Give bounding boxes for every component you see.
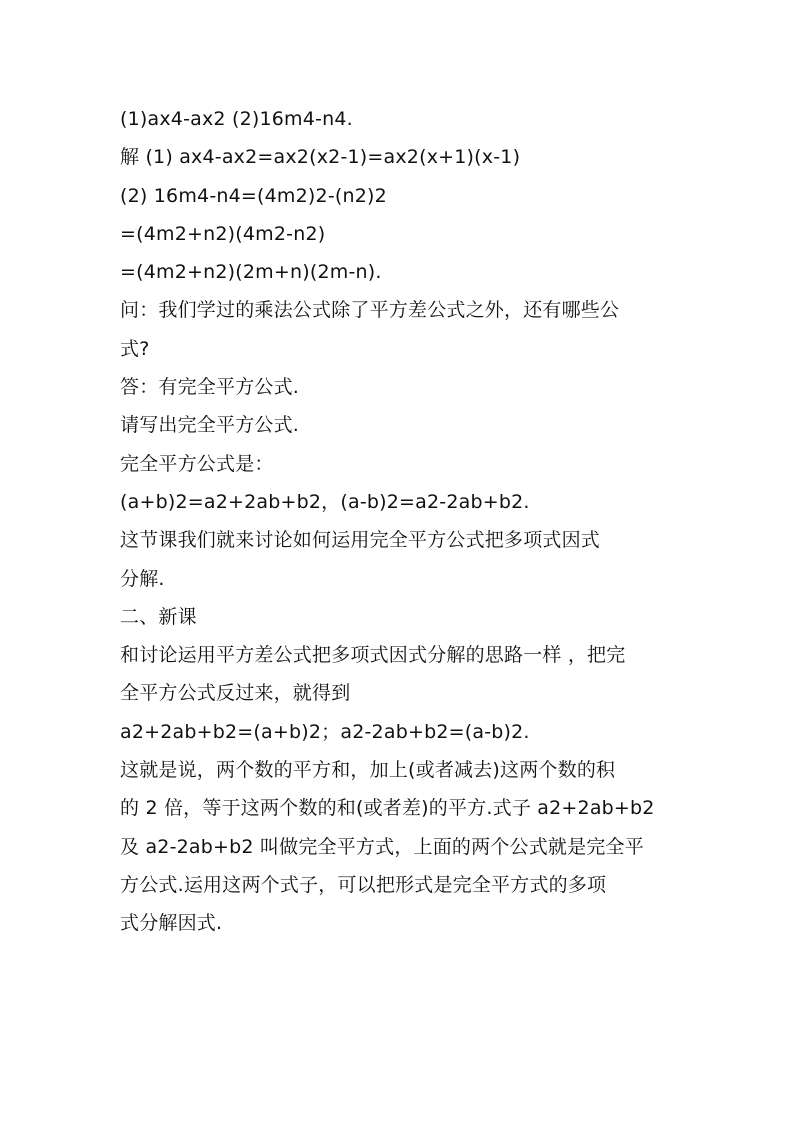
explanation-line-4: 方公式.运用这两个式子，可以把形式是完全平方式的多项 xyxy=(120,873,607,896)
question-line-2: 式? xyxy=(120,337,150,360)
lesson-intro-line-1: 这节课我们就来讨论如何运用完全平方公式把多项式因式 xyxy=(120,529,601,552)
explanation-line-3: 及 a2-2ab+b2 叫做完全平方式，上面的两个公式就是完全平 xyxy=(120,835,644,858)
document-body xyxy=(120,100,690,943)
formula-line: (a+b)2=a2+2ab+b2，(a-b)2=a2-2ab+b2. xyxy=(120,490,530,513)
explanation-line-5: 式分解因式. xyxy=(120,912,223,935)
explanation-line-1: 这就是说，两个数的平方和，加上(或者减去)这两个数的积 xyxy=(120,759,616,782)
explanation-line-2: 的 2 倍，等于这两个数的和(或者差)的平方.式子 a2+2ab+b2 xyxy=(120,797,655,820)
question-line-1: 问：我们学过的乘法公式除了平方差公式之外，还有哪些公 xyxy=(120,299,620,322)
section-formula-line: a2+2ab+b2=(a+b)2；a2-2ab+b2=(a-b)2. xyxy=(120,720,530,743)
solution-line-2: (2) 16m4-n4=(4m2)2-(n2)2 xyxy=(120,184,387,207)
exercise-line: (1)ax4-ax2 (2)16m4-n4. xyxy=(120,108,353,130)
formula-intro-line: 完全平方公式是： xyxy=(120,452,274,475)
solution-line-3: =(4m2+n2)(4m2-n2) xyxy=(120,222,326,245)
lesson-intro-line-2: 分解. xyxy=(120,567,165,590)
solution-line-4: =(4m2+n2)(2m+n)(2m-n). xyxy=(120,261,382,284)
section-heading: 二、新课 xyxy=(120,605,197,628)
solution-line-1: 解 (1) ax4-ax2=ax2(x2-1)=ax2(x+1)(x-1) xyxy=(120,146,521,169)
answer-line: 答：有完全平方公式. xyxy=(120,376,300,399)
section-text-line-1: 和讨论运用平方差公式把多项式因式分解的思路一样 ，把完 xyxy=(120,644,626,667)
section-text-line-2: 全平方公式反过来，就得到 xyxy=(120,682,351,705)
prompt-line: 请写出完全平方公式. xyxy=(120,414,300,437)
